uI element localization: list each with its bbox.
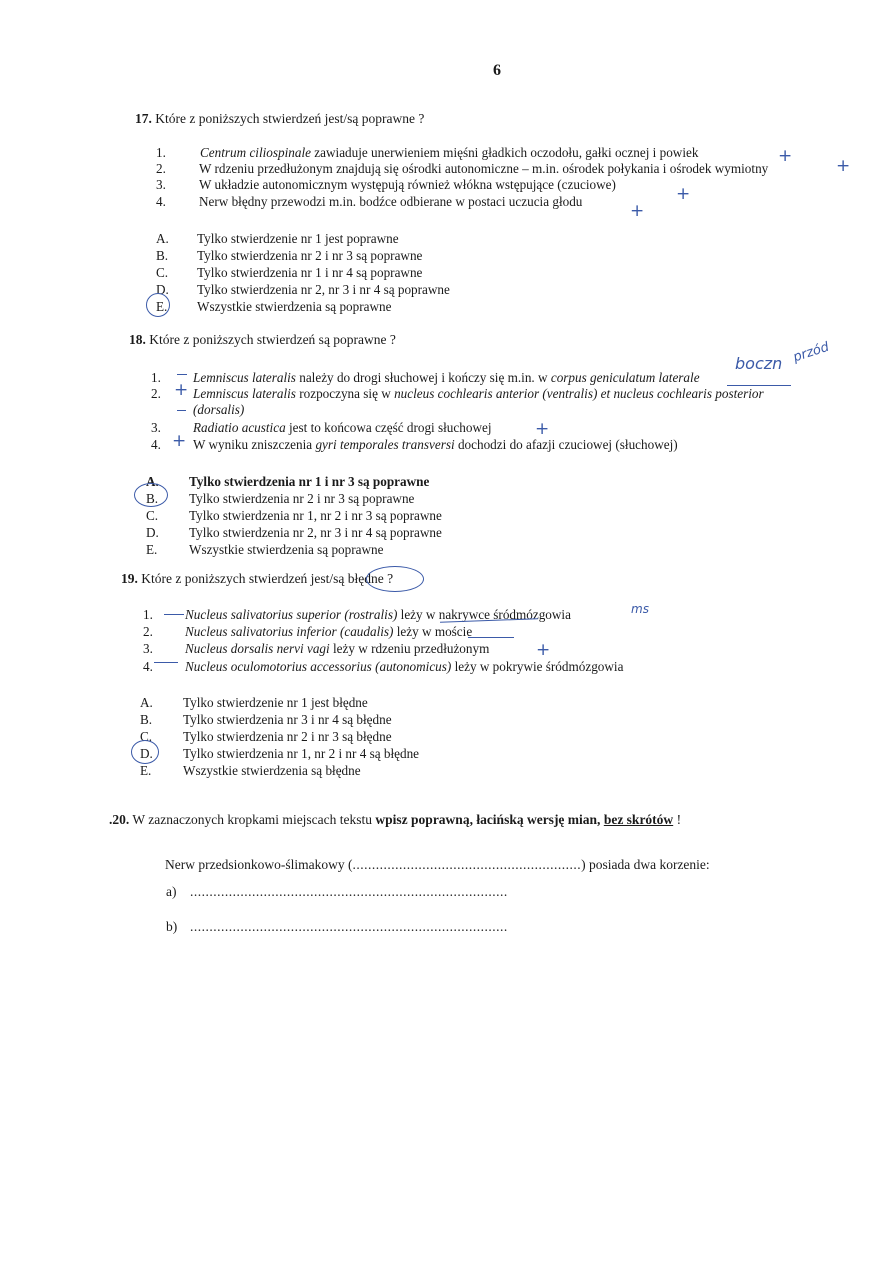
answer-letter: E.: [146, 542, 158, 557]
statement-number: 1.: [156, 145, 166, 160]
handwritten-dash-mark: [177, 374, 187, 375]
statement-text: Centrum ciliospinale zawiaduje unerwieniem mięśni gładkich oczodołu, gałki ocznej i powiek: [200, 145, 699, 160]
question-number: 18.: [129, 332, 146, 347]
answer-circle-mark: [134, 483, 168, 507]
handwritten-note: przód: [791, 339, 831, 366]
handwritten-plus-mark: +: [836, 156, 851, 176]
answer-text: Tylko stwierdzenia nr 2, nr 3 i nr 4 są poprawne: [197, 282, 450, 297]
fill-in-blank[interactable]: ..................................................................................: [190, 919, 508, 934]
handwritten-underline: [727, 385, 791, 386]
handwritten-plus-mark: +: [536, 640, 551, 660]
handwritten-dash-mark: [164, 614, 184, 615]
answer-option-b[interactable]: [156, 248, 423, 264]
question-number: .20.: [109, 812, 130, 827]
answer-letter: C.: [140, 729, 153, 744]
answer-letter: D.: [140, 746, 153, 761]
statement-row: [143, 607, 571, 623]
fill-in-sentence: Nerw przedsionkowo-ślimakowy (...........................................................) posiada dwa korzenie:: [165, 857, 710, 872]
answer-letter: C.: [156, 265, 169, 280]
statement-text: W układzie autonomicznym występują również włókna wstępujące (czuciowe): [199, 177, 616, 192]
statement-row: [143, 659, 624, 675]
handwritten-note: boczn: [735, 354, 783, 373]
answer-option-c[interactable]: [146, 508, 442, 524]
fill-in-blank[interactable]: ..................................................................................: [190, 884, 508, 899]
statement-row: [156, 161, 769, 177]
statement-row: [151, 386, 764, 402]
question-number: 19.: [121, 571, 138, 586]
question-19-title: [121, 571, 393, 587]
statement-text: W wyniku zniszczenia gyri temporales transversi dochodzi do afazji czuciowej (słuchowej): [193, 437, 678, 452]
answer-text: Tylko stwierdzenia nr 1 i nr 3 są poprawne: [189, 474, 430, 489]
statement-number: 1.: [143, 607, 153, 622]
question-number: 17.: [135, 111, 152, 126]
statement-row: [151, 437, 678, 453]
answer-option-a[interactable]: [156, 231, 399, 247]
statement-number: 4.: [156, 194, 166, 209]
statement-number: 4.: [143, 659, 153, 674]
answer-text: Tylko stwierdzenia nr 1, nr 2 i nr 4 są błędne: [183, 746, 420, 761]
question-text: Które z poniższych stwierdzeń jest/są błędne ?: [141, 571, 394, 586]
statement-text: Radiatio acustica jest to końcowa część drogi słuchowej: [193, 420, 492, 435]
answer-option-e[interactable]: [146, 542, 384, 558]
answer-text: Tylko stwierdzenia nr 3 i nr 4 są błędne: [183, 712, 392, 727]
answer-text: Tylko stwierdzenia nr 2 i nr 3 są poprawne: [197, 248, 423, 263]
answer-text: Tylko stwierdzenia nr 2 i nr 3 są błędne: [183, 729, 392, 744]
answer-option-a[interactable]: [140, 695, 368, 711]
answer-letter: D.: [146, 525, 159, 540]
statement-row: [143, 624, 473, 640]
handwritten-note: ms: [631, 602, 649, 616]
answer-letter: A.: [146, 474, 159, 489]
statement-number: 4.: [151, 437, 161, 452]
statement-text: Lemniscus lateralis rozpoczyna się w nucleus cochlearis anterior (ventralis) et nucleus cochlearis posterior: [193, 386, 764, 401]
answer-letter: A.: [140, 695, 153, 710]
statement-row: [156, 177, 616, 193]
answer-letter: E.: [140, 763, 152, 778]
answer-letter: B.: [146, 491, 159, 506]
answer-option-d[interactable]: [146, 525, 442, 541]
handwritten-dash-mark: [177, 410, 186, 411]
answer-letter: D.: [156, 282, 169, 297]
answer-letter: C.: [146, 508, 159, 523]
answer-text: Wszystkie stwierdzenia są poprawne: [189, 542, 384, 557]
statement-number: 3.: [156, 177, 166, 192]
statement-number: 2.: [151, 386, 161, 401]
statement-number: 3.: [151, 420, 161, 435]
answer-text: Tylko stwierdzenia nr 2 i nr 3 są poprawne: [189, 491, 415, 506]
handwritten-plus-mark: +: [535, 419, 550, 439]
statement-text: Nerw błędny przewodzi m.in. bodźce odbierane w postaci uczucia głodu: [199, 194, 583, 209]
statement-row: [156, 194, 583, 210]
question-text: Które z poniższych stwierdzeń są poprawne ?: [149, 332, 396, 347]
statement-text: Nucleus salivatorius inferior (caudalis) leży w moście: [185, 624, 473, 639]
statement-number: 1.: [151, 370, 161, 385]
answer-letter: B.: [140, 712, 153, 727]
fill-in-blank[interactable]: ...........................................................: [352, 857, 582, 872]
answer-letter: A.: [156, 231, 169, 246]
fill-in-item-b: b) ..................................................................................: [166, 919, 508, 934]
answer-option-c[interactable]: [156, 265, 423, 281]
question-text: Które z poniższych stwierdzeń jest/są poprawne ?: [155, 111, 425, 126]
statement-text: Nucleus oculomotorius accessorius (autonomicus) leży w pokrywie śródmózgowia: [185, 659, 624, 674]
statement-row: [156, 145, 699, 161]
statement-number: 3.: [143, 641, 153, 656]
statement-text: W rdzeniu przedłużonym znajdują się ośrodki autonomiczne – m.in. ośrodek połykania i ośrodek wymiotny: [199, 161, 769, 176]
answer-text: Wszystkie stwierdzenia są błędne: [183, 763, 361, 778]
answer-text: Tylko stwierdzenia nr 1 i nr 4 są poprawne: [197, 265, 423, 280]
question-18-title: [129, 332, 396, 348]
statement-text: Lemniscus lateralis należy do drogi słuchowej i kończy się m.in. w corpus geniculatum laterale: [193, 370, 700, 385]
answer-text: Wszystkie stwierdzenia są poprawne: [197, 299, 392, 314]
answer-text: Tylko stwierdzenie nr 1 jest poprawne: [197, 231, 399, 246]
statement-number: 2.: [156, 161, 166, 176]
answer-letter: B.: [156, 248, 169, 263]
answer-text: Tylko stwierdzenia nr 1, nr 2 i nr 3 są poprawne: [189, 508, 442, 523]
statement-row: [151, 420, 492, 436]
handwritten-dash-mark: [154, 662, 178, 663]
handwritten-plus-mark: +: [676, 184, 691, 204]
fill-in-item-a: a) ..................................................................................: [166, 884, 508, 899]
answer-option-b[interactable]: [140, 712, 392, 728]
answer-circle-mark: [146, 293, 170, 317]
statement-row: [151, 370, 700, 386]
answer-circle-mark: [131, 740, 159, 764]
statement-text: Nucleus dorsalis nervi vagi leży w rdzeniu przedłużonym: [185, 641, 490, 656]
statement-text: Nucleus salivatorius superior (rostralis) leży w nakrywce śródmózgowia: [185, 607, 571, 622]
answer-option-e[interactable]: [140, 763, 361, 779]
page-number: 6: [493, 62, 501, 79]
handwritten-underline: [468, 637, 514, 638]
handwritten-circle-mark: [366, 566, 424, 592]
statement-number: 2.: [143, 624, 153, 639]
answer-letter: E.: [156, 299, 168, 314]
handwritten-plus-mark: +: [172, 431, 187, 451]
question-17-title: [135, 111, 424, 127]
handwritten-plus-mark: +: [174, 380, 189, 400]
handwritten-plus-mark: +: [630, 201, 645, 221]
answer-text: Tylko stwierdzenia nr 2, nr 3 i nr 4 są poprawne: [189, 525, 442, 540]
question-20-title: .20. W zaznaczonych kropkami miejscach tekstu wpisz poprawną, łacińską wersję mian, bez skrótów !: [109, 812, 682, 827]
handwritten-plus-mark: +: [778, 146, 793, 166]
statement-row: [143, 641, 490, 657]
statement-text: (dorsalis): [193, 402, 245, 417]
answer-text: Tylko stwierdzenie nr 1 jest błędne: [183, 695, 368, 710]
